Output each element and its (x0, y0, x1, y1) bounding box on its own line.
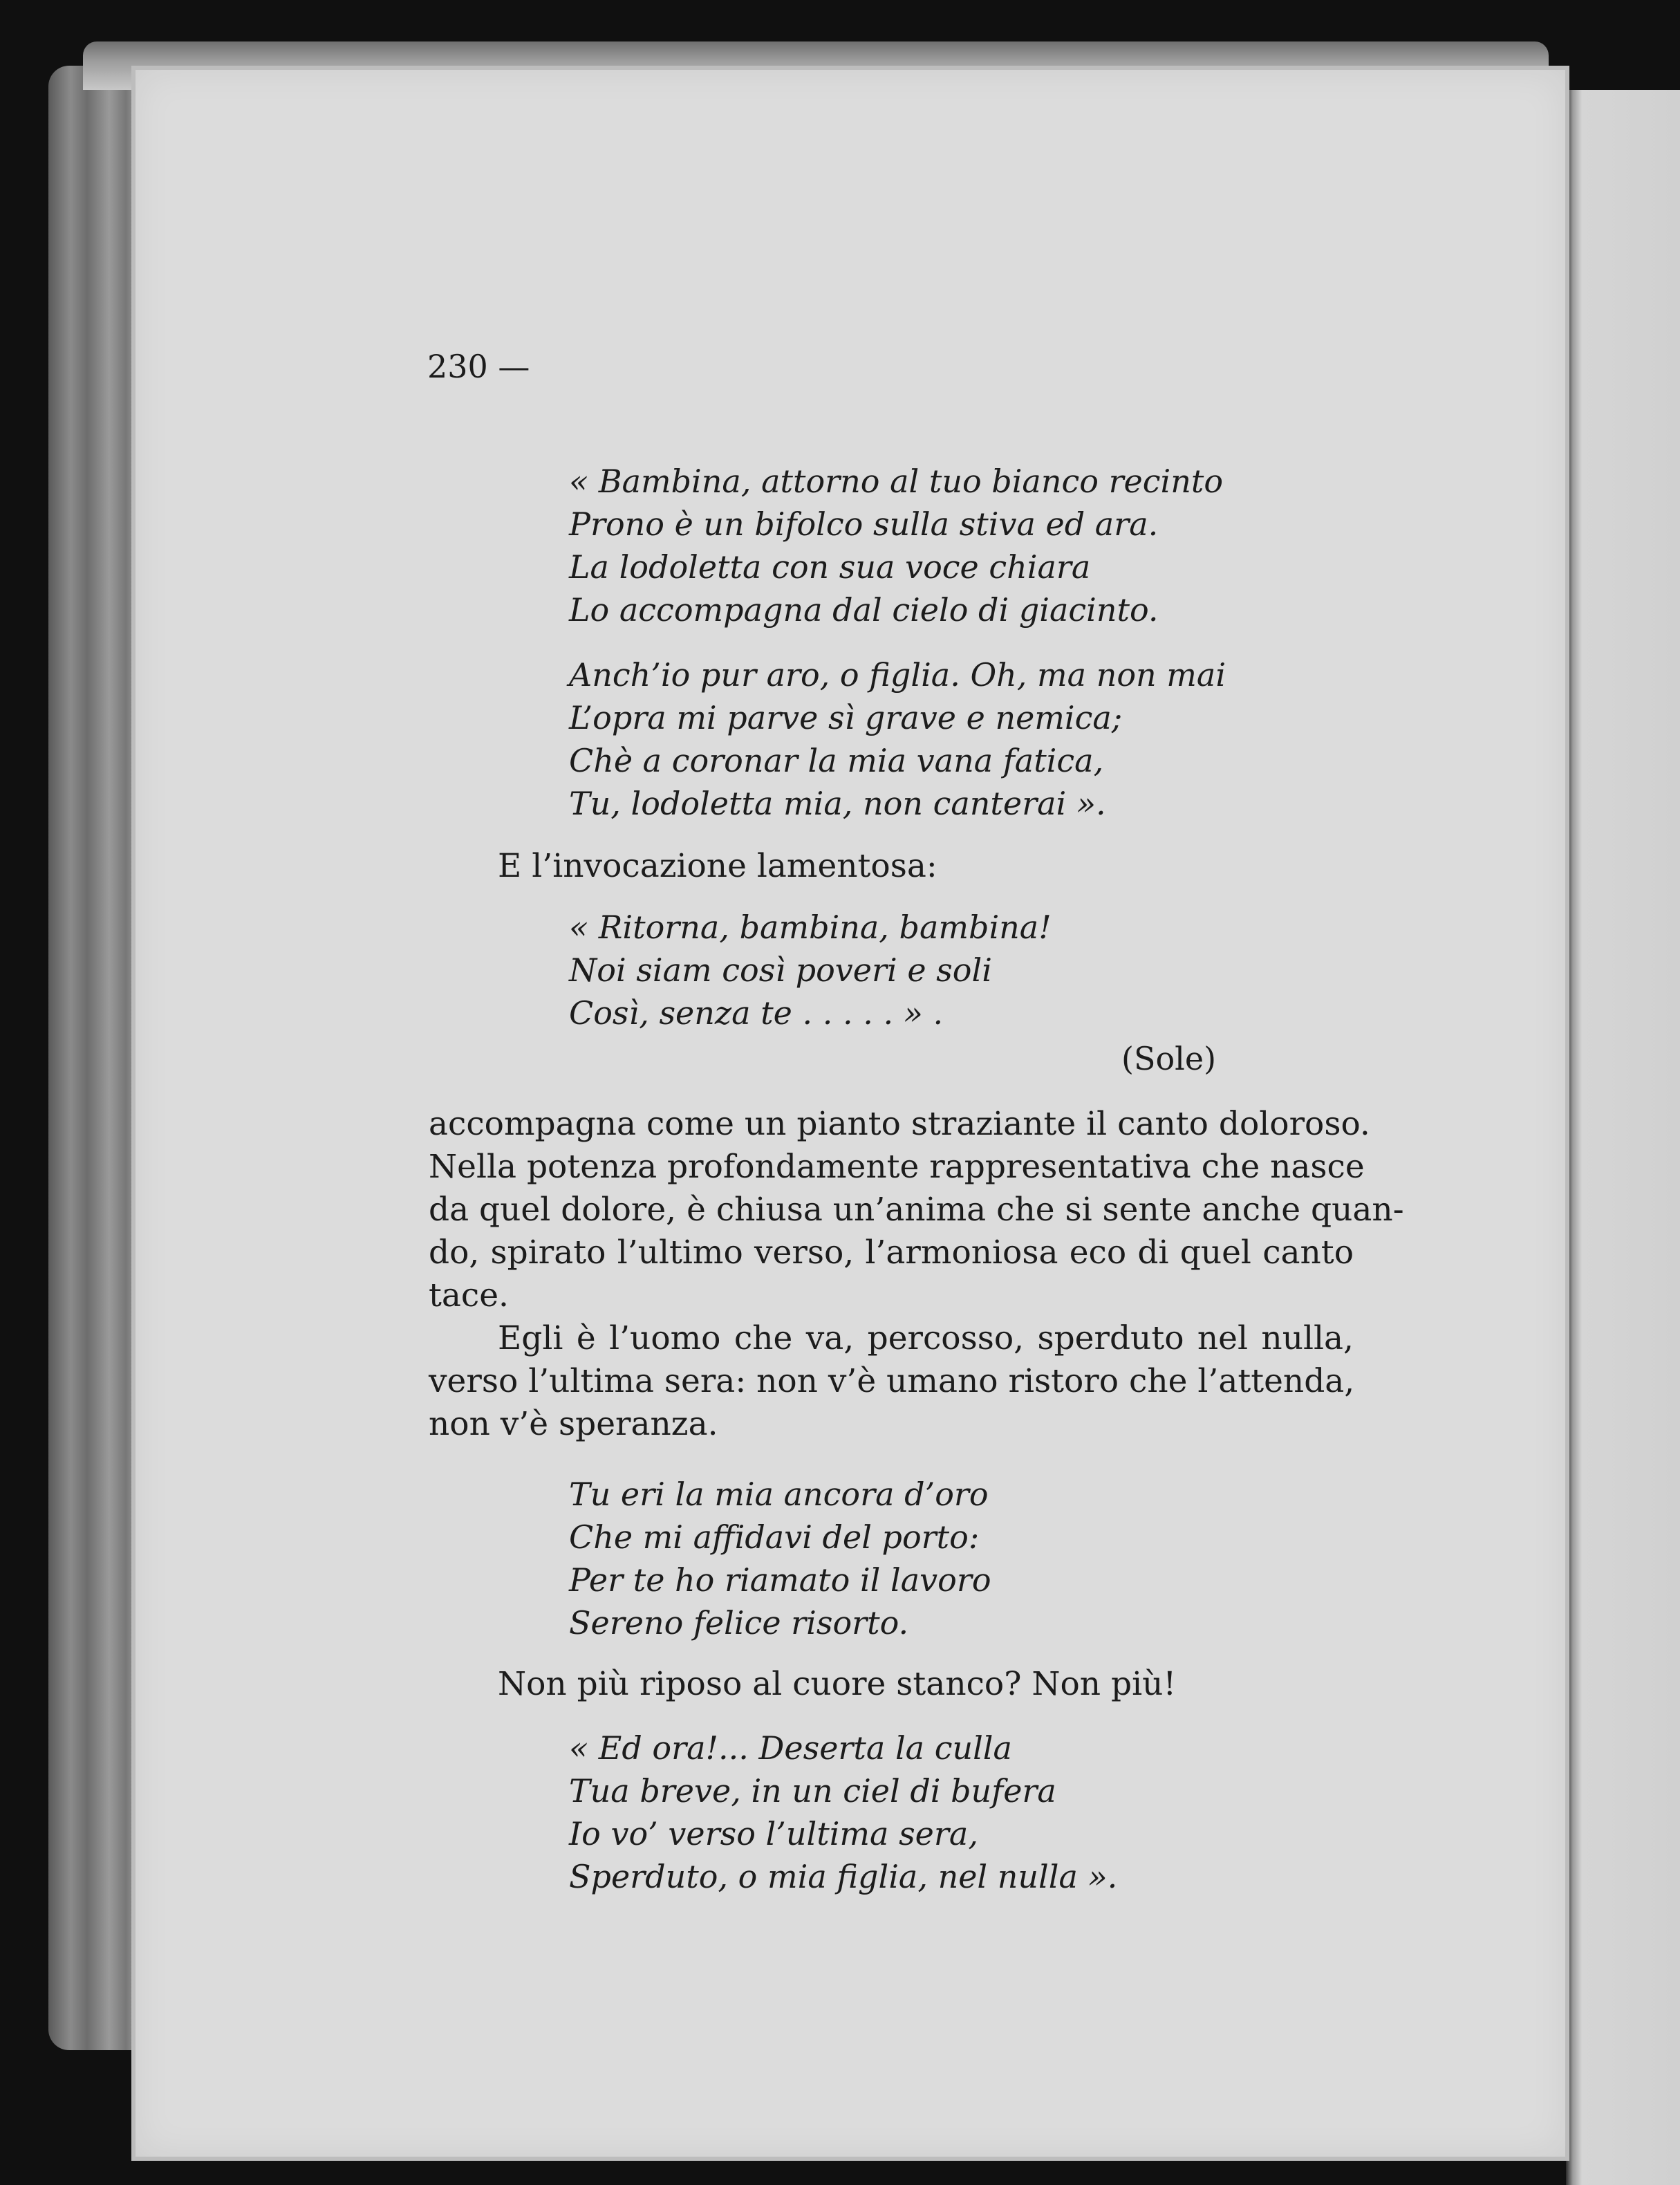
stanza-4 (569, 1473, 991, 1644)
verse-line: Tu, lodoletta mia, non canterai ». (569, 785, 1106, 822)
paragraph-2 (429, 1317, 1354, 1446)
verse-line: Tua breve, in un ciel di bufera (569, 1772, 1056, 1810)
verse-line: Prono è un bifolco sulla stiva ed ara. (569, 505, 1159, 543)
verse-line: « Ritorna, bambina, bambina! (569, 909, 1052, 946)
verse-line: Io vo’ verso l’ultima sera, (569, 1815, 978, 1852)
verse-line: Tu eri la mia ancora d’oro (569, 1476, 989, 1513)
prose-line: Nella potenza profondamente rappresentativa che nasce (429, 1148, 1365, 1186)
verse-line: Anch’io pur aro, o figlia. Oh, ma non mai (569, 656, 1226, 694)
prose-line: non v’è speranza. (429, 1405, 718, 1443)
stanza-2 (569, 653, 1226, 825)
verse-line: Noi siam così poveri e soli (569, 951, 992, 989)
prose-line: Egli è l’uomo che va, percosso, sperduto nel nulla, (498, 1319, 1354, 1357)
verse-line: Così, senza te . . . . . » . (569, 994, 944, 1032)
intro-line-1: E l’invocazione lamentosa: (498, 847, 937, 885)
attribution: (Sole) (1121, 1040, 1217, 1077)
verse-line: Sperduto, o mia figlia, nel nulla ». (569, 1858, 1118, 1895)
paragraph-1 (429, 1103, 1404, 1317)
stanza-1 (569, 460, 1223, 631)
verse-line: « Ed ora!... Deserta la culla (569, 1729, 1012, 1767)
verse-line: Che mi affidavi del porto: (569, 1518, 980, 1556)
prose-line: verso l’ultima sera: non v’è umano ristoro che l’attenda, (429, 1362, 1355, 1400)
verse-line: Lo accompagna dal cielo di giacinto. (569, 591, 1159, 629)
verse-line: Sereno felice risorto. (569, 1604, 909, 1642)
verse-line: Per te ho riamato il lavoro (569, 1561, 991, 1599)
page-number: 230 — (427, 348, 530, 385)
prose-line: tace. (429, 1276, 509, 1314)
verse-line: « Bambina, attorno al tuo bianco recinto (569, 463, 1224, 500)
prose-line: do, spirato l’ultimo verso, l’armoniosa eco di quel canto (429, 1234, 1354, 1272)
stanza-3 (569, 906, 1052, 1034)
verse-line: La lodoletta con sua voce chiara (569, 548, 1091, 586)
verse-line: L’opra mi parve sì grave e nemica; (569, 699, 1123, 736)
verse-line: Chè a coronar la mia vana fatica, (569, 742, 1104, 779)
stanza-5 (569, 1727, 1117, 1898)
prose-line: accompagna come un pianto straziante il canto doloroso. (429, 1105, 1370, 1143)
intro-line-2: Non più riposo al cuore stanco? Non più! (498, 1665, 1177, 1703)
prose-line: da quel dolore, è chiusa un’anima che si sente anche quan- (429, 1191, 1404, 1229)
